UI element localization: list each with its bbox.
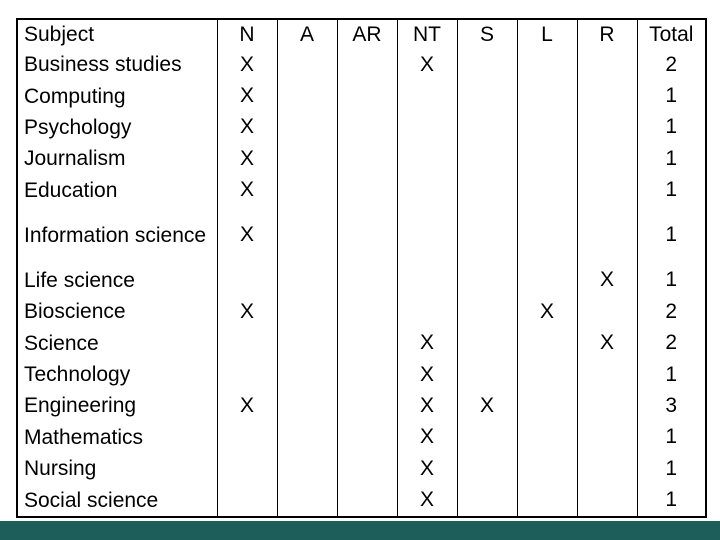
mark-cell (277, 80, 337, 111)
mark-cell (577, 359, 637, 390)
subject-cell: Psychology (17, 112, 217, 143)
total-cell: 2 (637, 296, 706, 327)
mark-cell (277, 175, 337, 206)
mark-cell (277, 206, 337, 265)
mark-cell (337, 484, 397, 517)
table-row (17, 143, 706, 174)
table-row (17, 327, 706, 358)
table-row (17, 112, 706, 143)
mark-cell: X (397, 390, 457, 421)
mark-cell: X (217, 206, 277, 265)
mark-cell (577, 422, 637, 453)
mark-cell (517, 49, 577, 80)
mark-cell (337, 49, 397, 80)
mark-cell: X (397, 359, 457, 390)
mark-cell (517, 206, 577, 265)
header-total: Total (637, 19, 706, 49)
subject-cell: Education (17, 175, 217, 206)
mark-cell (577, 143, 637, 174)
subject-cell: Information science (17, 206, 217, 265)
mark-cell (457, 112, 517, 143)
total-cell: 3 (637, 390, 706, 421)
subject-cell: Nursing (17, 453, 217, 484)
mark-cell (277, 112, 337, 143)
mark-cell: X (517, 296, 577, 327)
total-cell: 1 (637, 453, 706, 484)
mark-cell: X (217, 80, 277, 111)
mark-cell: X (397, 453, 457, 484)
header-n: N (217, 19, 277, 49)
mark-cell (457, 143, 517, 174)
mark-cell (277, 143, 337, 174)
mark-cell (277, 453, 337, 484)
mark-cell (397, 296, 457, 327)
mark-cell: X (397, 484, 457, 517)
total-cell: 1 (637, 175, 706, 206)
mark-cell (457, 484, 517, 517)
mark-cell (337, 206, 397, 265)
mark-cell (577, 296, 637, 327)
mark-cell (517, 175, 577, 206)
mark-cell: X (577, 265, 637, 296)
subject-cell: Engineering (17, 390, 217, 421)
subject-cell: Computing (17, 80, 217, 111)
mark-cell (337, 327, 397, 358)
mark-cell (517, 453, 577, 484)
total-cell: 1 (637, 359, 706, 390)
subject-cell: Journalism (17, 143, 217, 174)
mark-cell: X (217, 49, 277, 80)
subject-cell: Mathematics (17, 422, 217, 453)
mark-cell (457, 49, 517, 80)
subject-cell: Business studies (17, 49, 217, 80)
table-row (17, 484, 706, 517)
header-nt: NT (397, 19, 457, 49)
mark-cell: X (217, 112, 277, 143)
table-body (17, 49, 706, 517)
mark-cell (517, 80, 577, 111)
mark-cell: X (397, 49, 457, 80)
total-cell: 2 (637, 49, 706, 80)
mark-cell (337, 390, 397, 421)
total-cell: 1 (637, 112, 706, 143)
mark-cell (217, 359, 277, 390)
table-row (17, 359, 706, 390)
table-row (17, 453, 706, 484)
table-row (17, 80, 706, 111)
mark-cell (277, 390, 337, 421)
mark-cell (577, 206, 637, 265)
mark-cell (517, 422, 577, 453)
total-cell: 1 (637, 484, 706, 517)
mark-cell (397, 175, 457, 206)
mark-cell: X (217, 143, 277, 174)
mark-cell: X (457, 390, 517, 421)
mark-cell (277, 327, 337, 358)
mark-cell (337, 422, 397, 453)
header-r: R (577, 19, 637, 49)
subject-cell: Life science (17, 265, 217, 296)
mark-cell (337, 296, 397, 327)
header-l: L (517, 19, 577, 49)
total-cell: 2 (637, 327, 706, 358)
mark-cell (517, 143, 577, 174)
mark-cell (457, 265, 517, 296)
header-subject: Subject (17, 19, 217, 49)
mark-cell (337, 265, 397, 296)
mark-cell (337, 112, 397, 143)
mark-cell (217, 422, 277, 453)
mark-cell (457, 359, 517, 390)
mark-cell: X (217, 390, 277, 421)
mark-cell (577, 484, 637, 517)
mark-cell (517, 390, 577, 421)
mark-cell (457, 206, 517, 265)
total-cell: 1 (637, 206, 706, 265)
mark-cell (517, 359, 577, 390)
subject-cell: Social science (17, 484, 217, 517)
mark-cell: X (397, 327, 457, 358)
mark-cell (457, 453, 517, 484)
mark-cell (217, 453, 277, 484)
mark-cell (457, 422, 517, 453)
mark-cell (397, 206, 457, 265)
mark-cell (337, 175, 397, 206)
table-row (17, 49, 706, 80)
total-cell: 1 (637, 422, 706, 453)
mark-cell (277, 422, 337, 453)
mark-cell (577, 80, 637, 111)
header-s: S (457, 19, 517, 49)
mark-cell (577, 112, 637, 143)
mark-cell (277, 49, 337, 80)
table-row (17, 390, 706, 421)
subject-cell: Technology (17, 359, 217, 390)
mark-cell (397, 112, 457, 143)
mark-cell (277, 296, 337, 327)
mark-cell (517, 484, 577, 517)
subject-cell: Science (17, 327, 217, 358)
table-row (17, 175, 706, 206)
mark-cell (457, 175, 517, 206)
total-cell: 1 (637, 80, 706, 111)
mark-cell (337, 80, 397, 111)
mark-cell (397, 265, 457, 296)
total-cell: 1 (637, 143, 706, 174)
mark-cell (217, 327, 277, 358)
top-band (0, 0, 720, 20)
mark-cell (517, 265, 577, 296)
mark-cell (517, 112, 577, 143)
mark-cell (457, 80, 517, 111)
mark-cell: X (217, 175, 277, 206)
subject-methods-table (16, 18, 707, 518)
header-ar: AR (337, 19, 397, 49)
mark-cell (457, 296, 517, 327)
table-row (17, 265, 706, 296)
mark-cell (277, 359, 337, 390)
mark-cell (337, 359, 397, 390)
header-a: A (277, 19, 337, 49)
mark-cell (577, 453, 637, 484)
mark-cell (217, 484, 277, 517)
subject-cell: Bioscience (17, 296, 217, 327)
mark-cell (397, 143, 457, 174)
mark-cell (577, 175, 637, 206)
mark-cell (337, 453, 397, 484)
mark-cell (337, 143, 397, 174)
mark-cell (277, 265, 337, 296)
mark-cell (577, 390, 637, 421)
mark-cell (397, 80, 457, 111)
mark-cell (277, 484, 337, 517)
mark-cell (217, 265, 277, 296)
mark-cell: X (217, 296, 277, 327)
table-row (17, 206, 706, 265)
mark-cell: X (397, 422, 457, 453)
mark-cell: X (577, 327, 637, 358)
table-row (17, 422, 706, 453)
total-cell: 1 (637, 265, 706, 296)
header-row (17, 19, 706, 49)
mark-cell (457, 327, 517, 358)
mark-cell (517, 327, 577, 358)
table-row (17, 296, 706, 327)
mark-cell (577, 49, 637, 80)
bottom-band (0, 521, 720, 540)
